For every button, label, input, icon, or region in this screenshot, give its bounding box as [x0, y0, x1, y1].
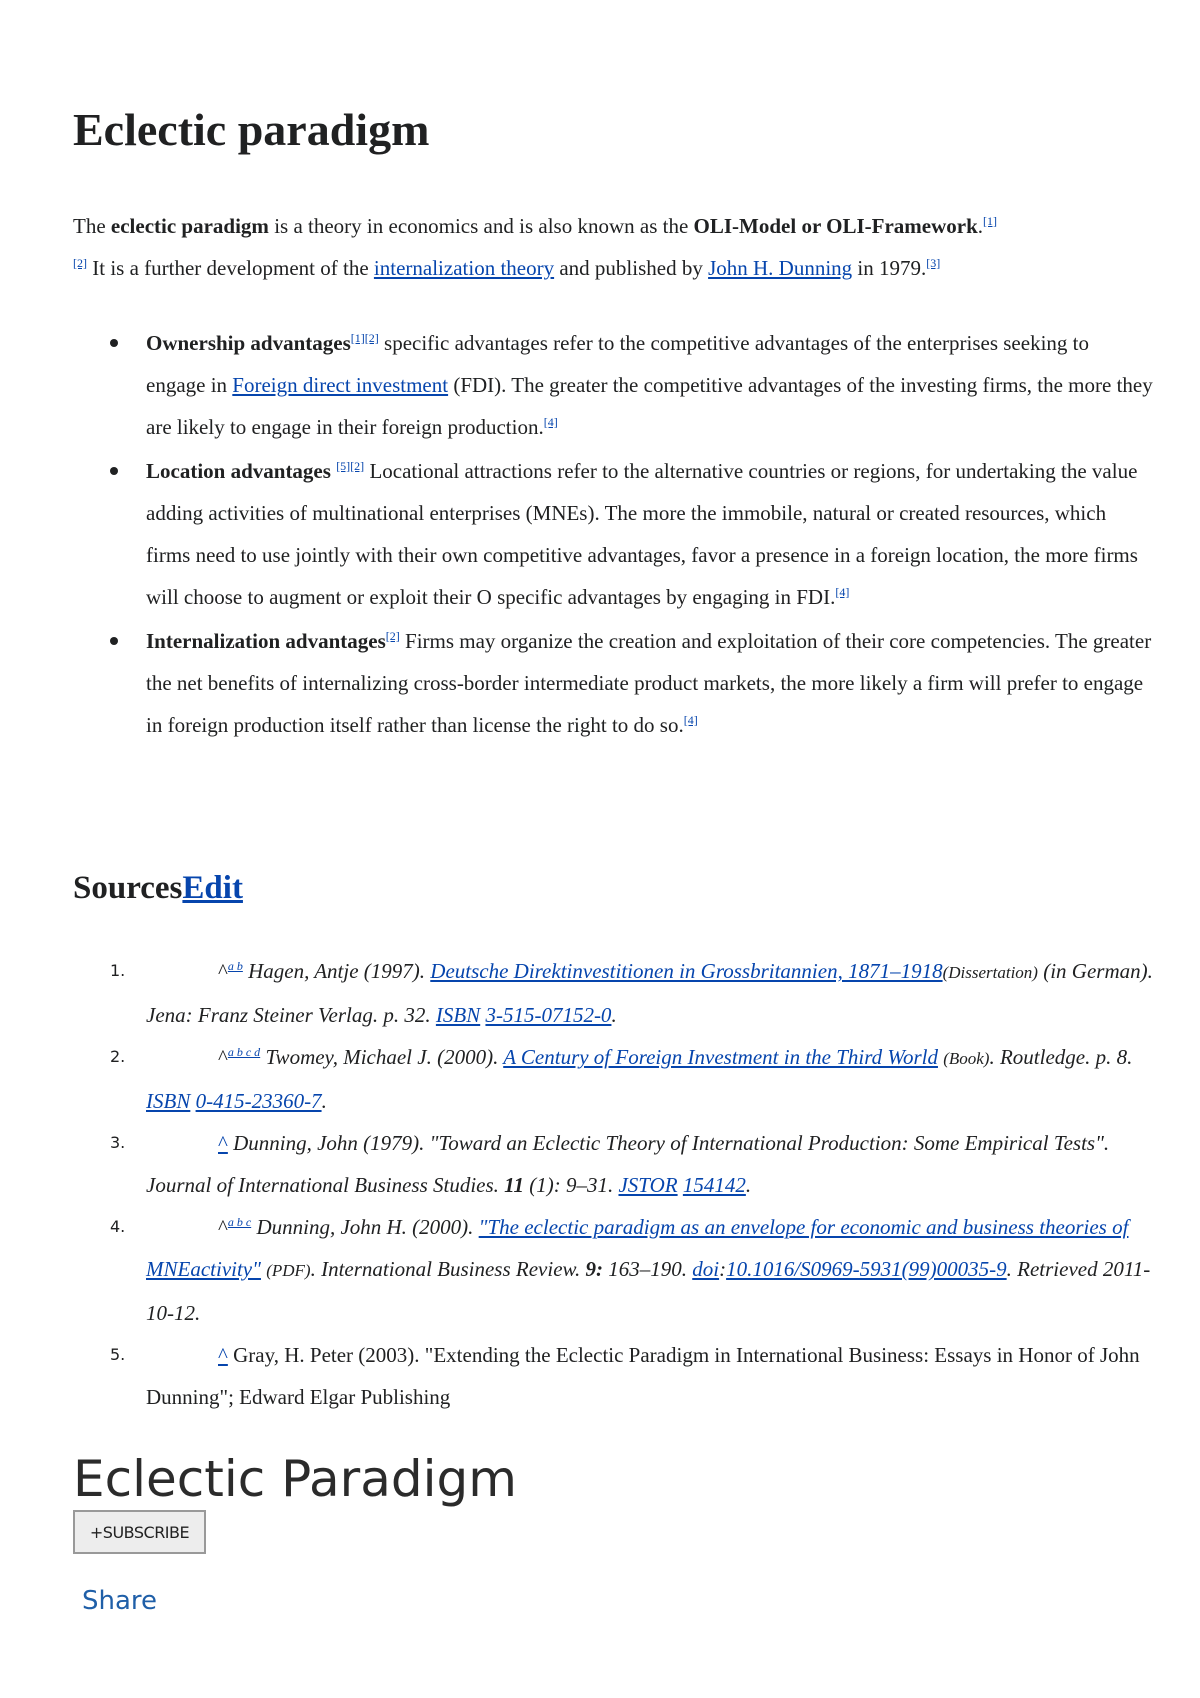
isbn-number-link[interactable]: 3-515-07152-0 [485, 1003, 612, 1027]
reference-number: 5. [110, 1345, 126, 1364]
citation-link[interactable]: [2] [364, 331, 379, 345]
jstor-link[interactable]: JSTOR [618, 1173, 678, 1197]
john-dunning-link[interactable]: John H. Dunning [708, 256, 853, 280]
advantage-term: Ownership advantages [146, 331, 351, 355]
reference-text: . International Business Review. [310, 1257, 586, 1281]
reference-number: 1. [110, 961, 126, 980]
intro-model-name: OLI-Model or OLI-Framework [693, 214, 978, 238]
reference-text: . Routledge. p. 8. [989, 1045, 1133, 1069]
reference-text: . [745, 1173, 752, 1197]
reference-title-link[interactable]: A Century of Foreign Investment in the Third World [503, 1045, 938, 1069]
reference-item [73, 1122, 1153, 1206]
reference-kind: (Dissertation) [942, 963, 1038, 982]
reference-author: Dunning, John H. (2000). [251, 1215, 479, 1239]
page-title: Eclectic paradigm [73, 104, 430, 155]
advantage-term: Internalization advantages [146, 629, 386, 653]
advantage-text: specific advantages refer to the competitive advantages of the enterprises seeking to engage in [146, 331, 1089, 397]
fdi-link[interactable]: Foreign direct investment [232, 373, 449, 397]
reference-item: 4. ^$^{a b c}$ Dunning, John H. (2000). "The eclectic paradigm as an envelope for economic and business theories of MNEactivity" (PDF). International Business Review. 9: 163–190. doi:10.1016/S0969-5931(99)00035-9. Retrieved 2011-10-12. [73, 1206, 1153, 1334]
reference-text: . Retrieved 2011-10-12. [146, 1257, 1151, 1325]
reference-title-link[interactable]: Deutsche Direktinvestitionen in Grossbritannien, 1871–1918 [430, 959, 943, 983]
internalization-theory-link[interactable]: internalization theory [373, 256, 555, 280]
advantage-text: (FDI). The greater the competitive advantages of the investing firms, the more they are likely to engage in their foreign production. [146, 373, 1153, 439]
reference-item [73, 1334, 1153, 1418]
reference-kind: (PDF) [266, 1261, 311, 1280]
reference-number: 3. [110, 1133, 126, 1152]
intro-text: The [73, 214, 111, 238]
caret-link[interactable]: ^ [218, 1343, 228, 1367]
intro-text: . [977, 214, 984, 238]
caret-icon: ^ [218, 1215, 228, 1239]
citation-link[interactable]: [4] [835, 585, 850, 599]
reference-text: . [611, 1003, 617, 1027]
citation-link[interactable]: [5] [336, 459, 351, 473]
reference-text: (1): 9–31. [524, 1173, 619, 1197]
advantage-term: Location advantages [146, 459, 331, 483]
citation-link[interactable]: [4] [543, 415, 558, 429]
intro-term: eclectic paradigm [110, 214, 269, 238]
isbn-link[interactable]: ISBN [146, 1089, 191, 1113]
reference-text: (in German). Jena: Franz Steiner Verlag. p. 32. [146, 959, 1153, 1027]
caret-link[interactable]: ^ [218, 1131, 228, 1155]
list-item [73, 450, 1153, 618]
reference-number: 4. [110, 1217, 126, 1236]
advantages-list [73, 322, 1153, 748]
doi-number-link[interactable]: 10.1016/S0969-5931(99)00035-9 [726, 1257, 1007, 1281]
citation-link[interactable]: [3] [926, 256, 941, 270]
citation-link[interactable]: [2] [350, 459, 365, 473]
reference-item [73, 950, 1153, 1036]
reference-number: 2. [110, 1047, 126, 1066]
subscribe-button[interactable]: +SUBSCRIBE [73, 1510, 206, 1554]
reference-author: Hagen, Antje (1997). [242, 959, 431, 983]
advantage-text: Firms may organize the creation and exploitation of their core competencies. The greater the net benefits of internalizing cross-border intermediate product markets, the more likely a firm will prefer to engage in foreign production itself rather than license the right to do so. [146, 629, 1152, 737]
intro-text: in 1979. [852, 256, 927, 280]
intro-text: is a theory in economics and is also known as the [268, 214, 694, 238]
backlink[interactable]: a b [227, 959, 243, 973]
section-title: Eclectic Paradigm [73, 1450, 517, 1508]
list-item [73, 322, 1153, 448]
backlink[interactable]: a b c d [227, 1045, 261, 1059]
reference-volume: 11 [504, 1173, 524, 1197]
reference-text: . [321, 1089, 327, 1113]
citation-link[interactable]: [4] [683, 713, 698, 727]
reference-text: 163–190. [602, 1257, 693, 1281]
intro-text: It is a further development of the [87, 256, 374, 280]
reference-author: Dunning, John (1979). "Toward an Eclectic Theory of International Production: Some Empirical Tests". Journal of International Business Studies. [146, 1131, 1110, 1197]
intro-text: and published by [554, 256, 709, 280]
intro-paragraph [73, 205, 1153, 289]
reference-text: Gray, H. Peter (2003). "Extending the Eclectic Paradigm in International Business: Essays in Honor of John Dunning"; Edward Elgar Publishing [146, 1343, 1140, 1409]
isbn-link[interactable]: ISBN [435, 1003, 481, 1027]
advantage-text: Locational attractions refer to the alternative countries or regions, for undertaking the value adding activities of multinational enterprises (MNEs). The more the immobile, natural or created resources, which firms need to use jointly with their own competitive advantages, favor a presence in a foreign location, the more firms will choose to augment or exploit their O specific advantages by engaging in FDI. [146, 459, 1138, 609]
isbn-number-link[interactable]: 0-415-23360-7 [195, 1089, 322, 1113]
caret-icon: ^ [218, 1045, 228, 1069]
reference-title-link[interactable]: "The eclectic paradigm as an envelope for economic and business theories of MNEactivity" [146, 1215, 1129, 1281]
citation-link[interactable]: [2] [73, 256, 87, 270]
citation-link[interactable]: [1] [350, 331, 365, 345]
doi-link[interactable]: doi [692, 1257, 720, 1281]
reference-volume: 9: [585, 1257, 603, 1281]
list-item [73, 620, 1153, 746]
reference-item [73, 1036, 1153, 1122]
reference-kind: (Book) [943, 1049, 990, 1068]
sources-heading [73, 866, 243, 910]
edit-link[interactable]: Edit [182, 870, 243, 906]
share-link[interactable]: Share [82, 1586, 158, 1616]
citation-link[interactable]: [1] [983, 214, 998, 228]
jstor-number-link[interactable]: 154142 [682, 1173, 746, 1197]
citation-link[interactable]: [2] [385, 629, 400, 643]
backlink[interactable]: a b c [227, 1215, 252, 1229]
sources-heading-text: Sources [73, 870, 183, 906]
caret-icon: ^ [218, 959, 228, 983]
references-list [73, 950, 1153, 1418]
reference-author: Twomey, Michael J. (2000). [260, 1045, 504, 1069]
